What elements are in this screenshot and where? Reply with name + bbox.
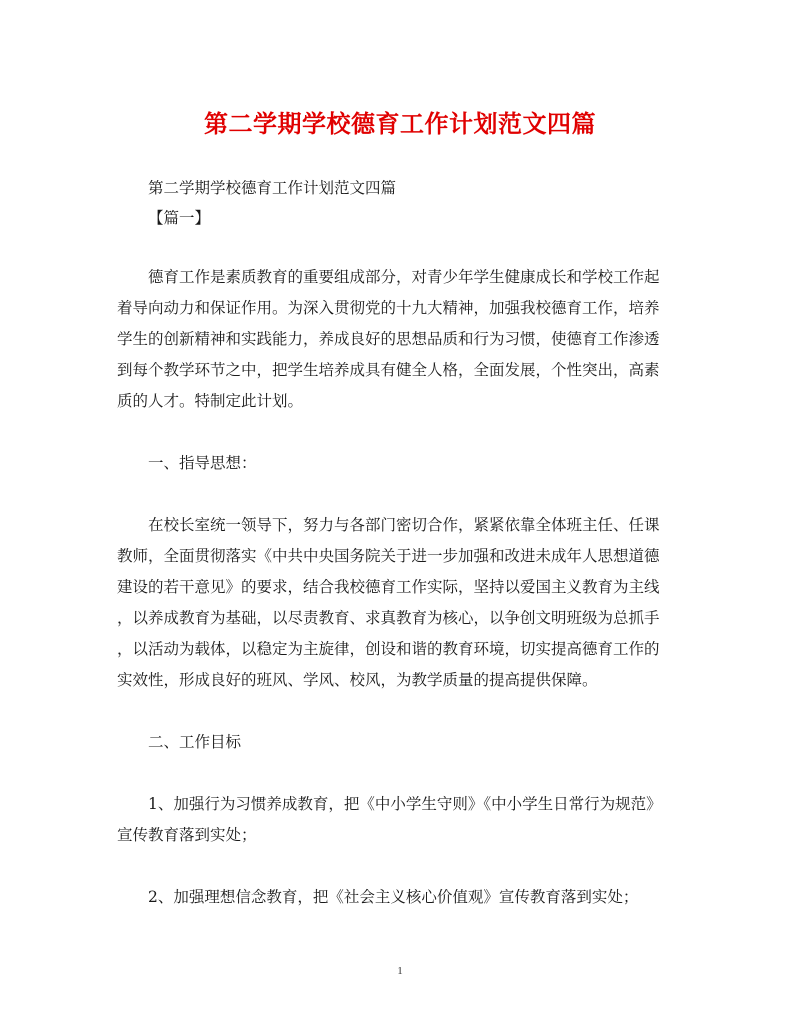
goal-line: 2、加强理想信念教育，把《社会主义核心价值观》宣传教育落到实处； [148,888,639,906]
section1-line: 在校长室统一领导下，努力与各部门密切合作，紧紧依靠全体班主任、任课 [148,516,660,534]
subtitle: 第二学期学校德育工作计划范文四篇 [148,179,397,197]
intro-line: 到每个教学环节之中，把学生培养成具有健全人格，全面发展，个性突出，高素 [117,361,660,379]
section-heading: 一、指导思想： [148,454,257,472]
section1-line: ，以活动为载体，以稳定为主旋律，创设和谐的教育环境，切实提高德育工作的 [117,640,660,658]
section-heading: 二、工作目标 [148,733,242,751]
part-label: 【篇一】 [148,209,211,227]
intro-line: 质的人才。特制定此计划。 [117,392,304,410]
section1-line: 教师，全面贯彻落实《中共中央国务院关于进一步加强和改进未成年人思想道德 [117,547,660,565]
goal-line: 1、加强行为习惯养成教育，把《中小学生守则》《中小学生日常行为规范》 [148,795,662,813]
intro-line: 着导向动力和保证作用。为深入贯彻党的十九大精神，加强我校德育工作，培养 [117,299,660,317]
section1-line: 实效性，形成良好的班风、学风、校风，为教学质量的提高提供保障。 [117,671,598,689]
document-title: 第二学期学校德育工作计划范文四篇 [204,109,596,138]
goal-line: 宣传教育落到实处； [117,826,257,844]
section1-line: 建设的若干意见》的要求，结合我校德育工作实际，坚持以爱国主义教育为主线 [117,578,660,596]
page-number: 1 [397,965,403,977]
intro-line: 德育工作是素质教育的重要组成部分，对青少年学生健康成长和学校工作起 [148,268,660,286]
intro-line: 学生的创新精神和实践能力，养成良好的思想品质和行为习惯，使德育工作渗透 [117,330,660,348]
section1-line: ，以养成教育为基础，以尽责教育、求真教育为核心，以争创文明班级为总抓手 [117,609,660,627]
